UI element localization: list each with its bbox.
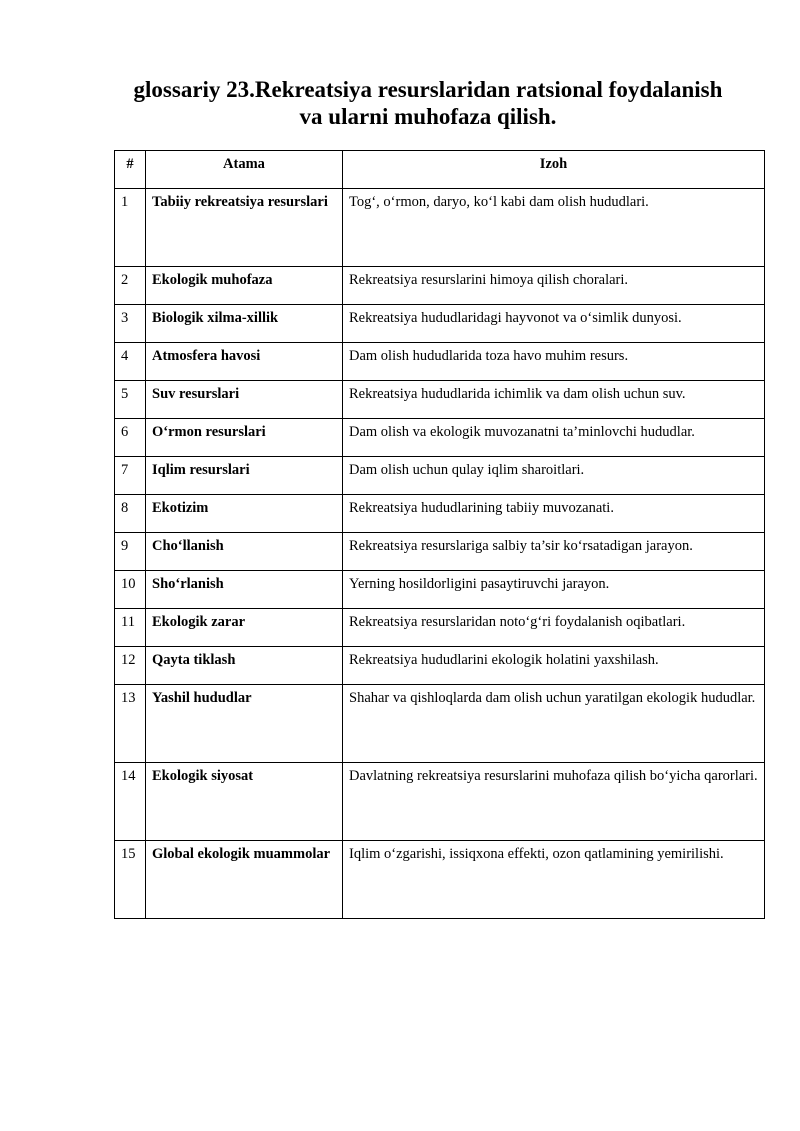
definition-cell: Iqlim o‘zgarishi, issiqxona effekti, ozon qatlamining yemirilishi. xyxy=(343,841,765,919)
term-cell: Biologik xilma-xillik xyxy=(146,305,343,343)
definition-cell: Rekreatsiya hududlaridagi hayvonot va o‘simlik dunyosi. xyxy=(343,305,765,343)
column-header-definition: Izoh xyxy=(343,151,765,189)
page-title-line-1: glossariy 23.Rekreatsiya resurslaridan ratsional foydalanish xyxy=(133,77,723,102)
term-cell: O‘rmon resurslari xyxy=(146,419,343,457)
definition-cell: Davlatning rekreatsiya resurslarini muhofaza qilish bo‘yicha qarorlari. xyxy=(343,763,765,841)
definition-cell: Tog‘, o‘rmon, daryo, ko‘l kabi dam olish hududlari. xyxy=(343,189,765,267)
table-row xyxy=(115,495,765,533)
term-cell: Yashil hududlar xyxy=(146,685,343,763)
table-row xyxy=(115,841,765,919)
term-cell: Atmosfera havosi xyxy=(146,343,343,381)
table-row xyxy=(115,685,765,763)
table-row xyxy=(115,763,765,841)
term-cell: Global ekologik muammolar xyxy=(146,841,343,919)
row-number: 9 xyxy=(115,533,146,571)
column-header-term: Atama xyxy=(146,151,343,189)
term-cell: Ekotizim xyxy=(146,495,343,533)
row-number: 6 xyxy=(115,419,146,457)
table-row xyxy=(115,381,765,419)
table-row xyxy=(115,571,765,609)
definition-cell: Dam olish va ekologik muvozanatni ta’minlovchi hududlar. xyxy=(343,419,765,457)
page-title xyxy=(100,76,756,130)
glossary-table xyxy=(114,150,765,919)
row-number: 7 xyxy=(115,457,146,495)
table-row xyxy=(115,305,765,343)
definition-cell: Rekreatsiya hududlarida ichimlik va dam olish uchun suv. xyxy=(343,381,765,419)
definition-cell: Rekreatsiya hududlarining tabiiy muvozanati. xyxy=(343,495,765,533)
term-cell: Sho‘rlanish xyxy=(146,571,343,609)
row-number: 12 xyxy=(115,647,146,685)
table-row xyxy=(115,419,765,457)
table-row xyxy=(115,189,765,267)
term-cell: Suv resurslari xyxy=(146,381,343,419)
row-number: 15 xyxy=(115,841,146,919)
row-number: 14 xyxy=(115,763,146,841)
term-cell: Qayta tiklash xyxy=(146,647,343,685)
term-cell: Ekologik siyosat xyxy=(146,763,343,841)
row-number: 3 xyxy=(115,305,146,343)
row-number: 11 xyxy=(115,609,146,647)
definition-cell: Rekreatsiya resurslarini himoya qilish choralari. xyxy=(343,267,765,305)
table-row xyxy=(115,457,765,495)
table-row xyxy=(115,343,765,381)
term-cell: Iqlim resurslari xyxy=(146,457,343,495)
definition-cell: Dam olish hududlarida toza havo muhim resurs. xyxy=(343,343,765,381)
row-number: 5 xyxy=(115,381,146,419)
definition-cell: Dam olish uchun qulay iqlim sharoitlari. xyxy=(343,457,765,495)
table-header-row xyxy=(115,151,765,189)
term-cell: Ekologik muhofaza xyxy=(146,267,343,305)
term-cell: Tabiiy rekreatsiya resurslari xyxy=(146,189,343,267)
definition-cell: Rekreatsiya hududlarini ekologik holatini yaxshilash. xyxy=(343,647,765,685)
definition-cell: Yerning hosildorligini pasaytiruvchi jarayon. xyxy=(343,571,765,609)
table-row xyxy=(115,609,765,647)
term-cell: Cho‘llanish xyxy=(146,533,343,571)
table-row xyxy=(115,647,765,685)
definition-cell: Rekreatsiya resurslaridan noto‘g‘ri foydalanish oqibatlari. xyxy=(343,609,765,647)
definition-cell: Rekreatsiya resurslariga salbiy ta’sir ko‘rsatadigan jarayon. xyxy=(343,533,765,571)
table-row xyxy=(115,267,765,305)
page-title-line-2: va ularni muhofaza qilish. xyxy=(299,104,557,129)
row-number: 13 xyxy=(115,685,146,763)
table-row xyxy=(115,533,765,571)
row-number: 2 xyxy=(115,267,146,305)
row-number: 10 xyxy=(115,571,146,609)
term-cell: Ekologik zarar xyxy=(146,609,343,647)
row-number: 1 xyxy=(115,189,146,267)
row-number: 8 xyxy=(115,495,146,533)
definition-cell: Shahar va qishloqlarda dam olish uchun yaratilgan ekologik hududlar. xyxy=(343,685,765,763)
column-header-number: # xyxy=(115,151,146,189)
row-number: 4 xyxy=(115,343,146,381)
